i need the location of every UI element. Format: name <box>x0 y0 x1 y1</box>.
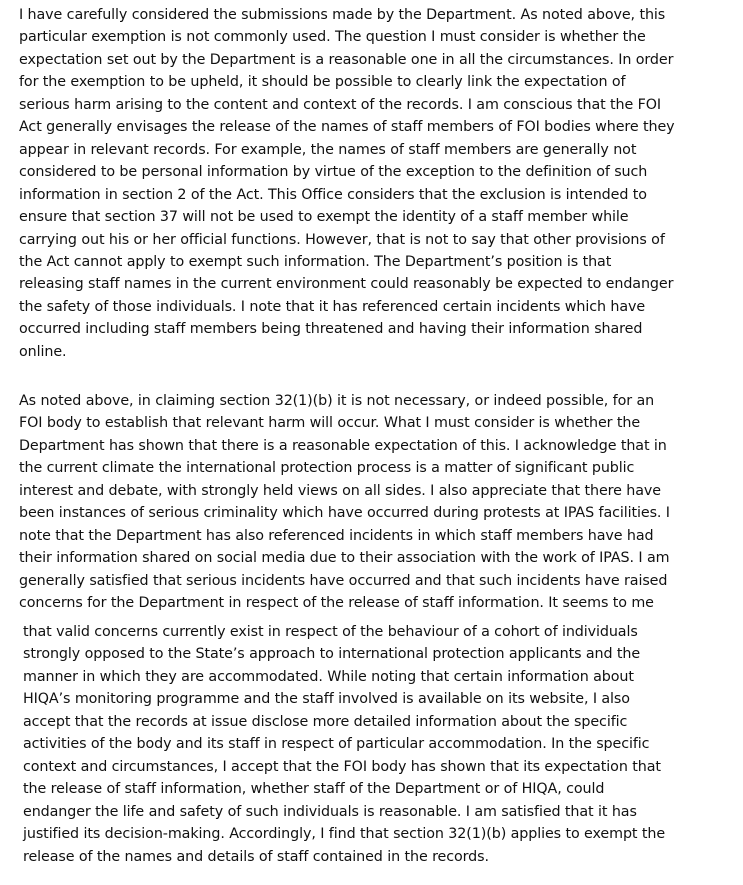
text-line: Act generally envisages the release of the names of staff members of FOI bodies where they <box>19 119 675 136</box>
text-line: As noted above, in claiming section 32(1)(b) it is not necessary, or indeed possible, for an <box>19 393 655 409</box>
text-line: releasing staff names in the current environment could reasonably be expected to endanger <box>19 276 674 293</box>
text-line: that valid concerns currently exist in respect of the behaviour of a cohort of individuals <box>23 624 638 640</box>
text-line: release of the names and details of staff contained in the records. <box>23 848 489 865</box>
text-line: for the exemption to be upheld, it should be possible to clearly link the expectation of <box>19 74 626 91</box>
text-line: interest and debate, with strongly held views on all sides. I also appreciate that there have <box>19 482 661 499</box>
text-line: the release of staff information, whether staff of the Department or of HIQA, could <box>23 781 605 798</box>
text-line: endanger the life and safety of such individuals is reasonable. I am satisfied that it has <box>23 803 637 820</box>
text-line: Department has shown that there is a reasonable expectation of this. I acknowledge that in <box>19 437 667 454</box>
text-line: online. <box>19 343 67 360</box>
text-line: FOI body to establish that relevant harm will occur. What I must consider is whether the <box>19 415 641 432</box>
text-line: serious harm arising to the content and context of the records. I am conscious that the FOI <box>19 96 662 113</box>
text-line: been instances of serious criminality which have occurred during protests at IPAS facilities. I <box>19 505 670 522</box>
text-line: appear in relevant records. For example, the names of staff members are generally not <box>19 141 637 158</box>
paragraph-submissions-considered <box>19 4 675 363</box>
text-line: considered to be personal information by virtue of the exception to the definition of such <box>19 164 648 181</box>
text-line: information in section 2 of the Act. This Office considers that the exclusion is intended to <box>19 186 647 203</box>
text-line: expectation set out by the Department is a reasonable one in all the circumstances. In order <box>19 51 674 68</box>
text-line: activities of the body and its staff in respect of particular accommodation. In the specific <box>23 736 650 753</box>
text-line: the current climate the international protection process is a matter of significant public <box>19 460 635 477</box>
text-line: occurred including staff members being threatened and having their information shared <box>19 321 643 338</box>
text-line: context and circumstances, I accept that the FOI body has shown that its expectation that <box>23 758 661 775</box>
paragraph-section-32-claim <box>19 390 670 615</box>
text-line: the Act cannot apply to exempt such information. The Department’s position is that <box>19 253 612 270</box>
text-line: generally satisfied that serious incidents have occurred and that such incidents have raised <box>19 572 668 589</box>
text-line: HIQA’s monitoring programme and the staff involved is available on its website, I also <box>23 691 630 708</box>
text-line: ensure that section 37 will not be used to exempt the identity of a staff member while <box>19 209 629 226</box>
text-line: the safety of those individuals. I note that it has referenced certain incidents which have <box>19 298 646 315</box>
text-line: manner in which they are accommodated. While noting that certain information about <box>23 668 634 685</box>
text-line: note that the Department has also referenced incidents in which staff members have had <box>19 527 654 544</box>
text-line: justified its decision-making. Accordingly, I find that section 32(1)(b) applies to exempt the <box>23 826 666 843</box>
text-line: particular exemption is not commonly used. The question I must consider is whether the <box>19 29 646 46</box>
text-line: carrying out his or her official functions. However, that is not to say that other provisions of <box>19 231 665 248</box>
text-line: concerns for the Department in respect of the release of staff information. It seems to me <box>19 595 654 612</box>
text-line: their information shared on social media due to their association with the work of IPAS. I am <box>19 550 670 567</box>
paragraph-conclusion <box>23 621 665 868</box>
text-line: strongly opposed to the State’s approach to international protection applicants and the <box>23 646 641 663</box>
text-line: I have carefully considered the submissions made by the Department. As noted above, this <box>19 7 666 23</box>
text-line: accept that the records at issue disclose more detailed information about the specific <box>23 713 628 730</box>
